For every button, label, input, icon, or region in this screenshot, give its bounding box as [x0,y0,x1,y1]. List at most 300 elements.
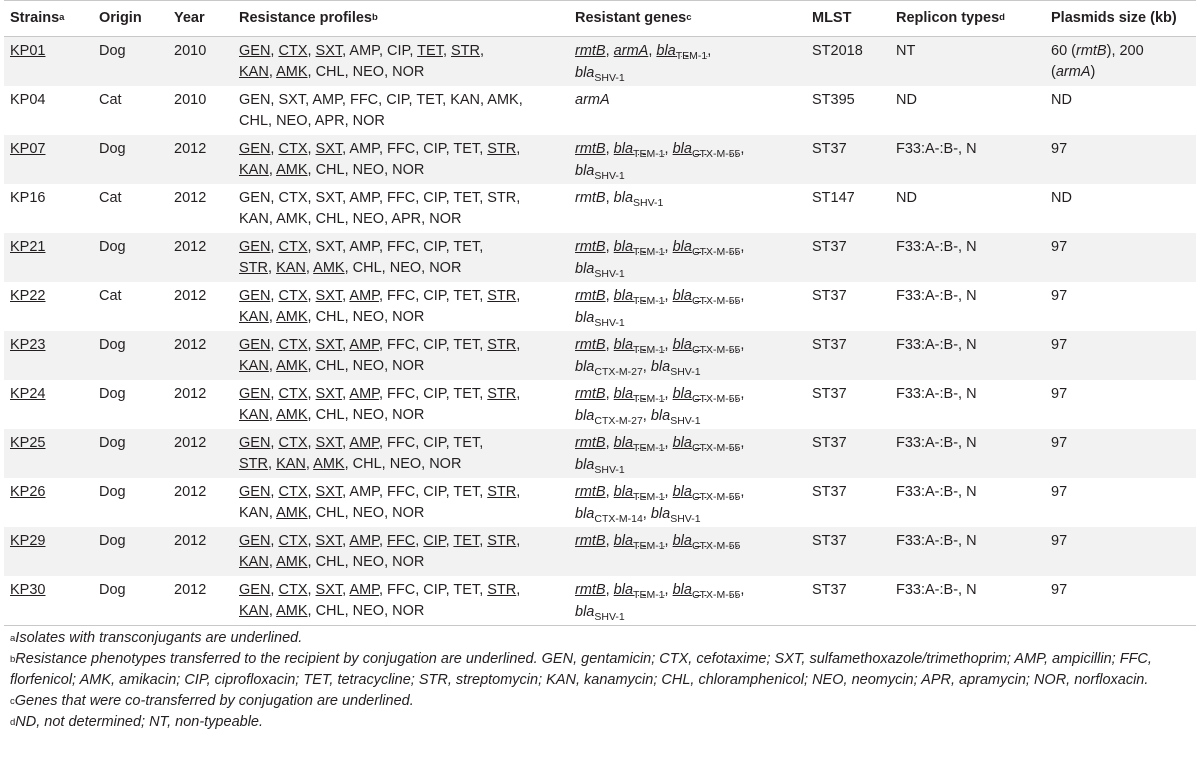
antibiotic: NEO [352,553,385,570]
gene-name: bla [672,532,692,549]
cell-year: 2012 [174,532,207,549]
antibiotic: CIP [423,140,446,157]
antibiotic: AMK [276,64,308,80]
cell-origin: Cat [99,189,122,206]
antibiotic: CIP [423,287,446,304]
gene-name: bla [613,287,634,304]
antibiotic: TET [453,140,480,157]
gene-variant: CTX-M-27 [594,365,643,378]
gene [672,140,741,160]
cell-resistance: GEN, CTX, SXT, AMP, FFC, CIP, TET, STR, KAN, AMK, CHL, NEO, APR, NOR [239,189,521,227]
antibiotic: STR [487,483,517,500]
antibiotic: SXT [315,532,343,549]
antibiotic: GEN [239,434,271,451]
strain-table [4,0,1196,625]
gene-name: bla [672,336,692,353]
gene-name: bla [672,385,692,402]
antibiotic: FFC [349,91,379,108]
antibiotic: STR [487,581,517,598]
antibiotic: SXT [315,140,343,157]
antibiotic: TET [453,385,480,402]
antibiotic: STR [487,336,517,353]
gene [575,533,606,549]
gene-variant: CTX-M-55 [691,343,741,356]
antibiotic: NOR [392,64,425,80]
table-row [4,331,1196,380]
gene [672,287,741,307]
antibiotic: STR [487,385,517,402]
antibiotic: GEN [239,336,271,353]
gene-variant: TEM-1 [633,490,665,503]
gene [575,141,606,157]
table-row [4,282,1196,331]
cell-origin: Dog [99,43,126,59]
cell-plasmid: 60 (rmtB), 200 (armA) [1051,43,1144,80]
header-row [4,1,1196,37]
antibiotic: KAN [239,357,269,374]
antibiotic: NEO [352,504,385,521]
cell-rep: F33:A-:B-, N [896,238,977,255]
antibiotic: AMK [487,91,519,108]
antibiotic: STR [487,287,517,304]
gene [672,483,741,503]
gene [650,407,701,427]
antibiotic: CIP [423,385,446,402]
footnote-mark: b [10,653,16,665]
antibiotic: NOR [429,455,462,472]
gene-name: rmtB [575,532,606,549]
footnote-text: Isolates with transconjugants are underlined. [15,629,303,646]
cell-mlst: ST147 [812,189,855,206]
gene-name: rmtB [575,287,606,304]
gene-name: bla [575,456,595,473]
antibiotic: APR [391,210,422,227]
cell-rep: ND [896,91,917,108]
antibiotic: AMP [349,43,379,59]
gene [575,582,606,598]
gene [613,140,665,160]
cell-mlst: ST37 [812,532,847,549]
strain-id: KP21 [10,238,46,255]
gene-name: bla [575,407,595,424]
antibiotic: AMP [349,581,379,598]
antibiotic: GEN [239,238,271,255]
gene-name: bla [575,309,595,326]
cell-resistance: GEN, CTX, SXT, AMP, FFC, CIP, TET, STR, KAN, AMK, CHL, NEO, NOR [239,483,521,521]
antibiotic: CTX [278,238,308,255]
gene-name: bla [575,65,595,81]
antibiotic: CTX [278,336,308,353]
cell-mlst: ST37 [812,287,847,304]
antibiotic: CHL [315,406,345,423]
cell-resistance: GEN, SXT, AMP, FFC, CIP, TET, KAN, AMK, CHL, NEO, APR, NOR [239,91,523,129]
gene [613,532,665,552]
antibiotic: SXT [315,189,343,206]
gene-name: bla [613,336,634,353]
strain-id: KP16 [10,189,46,206]
header-strains: Strains$^a$ [4,1,93,37]
cell-plasmid: 97 [1051,483,1068,500]
gene [672,581,741,601]
table-row [4,184,1196,233]
antibiotic: FFC [387,581,416,598]
gene-name: bla [575,162,595,179]
gene-name: bla [613,189,634,206]
antibiotic: AMP [349,287,379,304]
antibiotic: CHL [315,64,345,80]
cell-resistance: GEN, CTX, SXT, AMP, FFC, CIP, TET, STR, KAN, AMK, CHL, NEO, NOR [239,581,521,619]
gene-variant: CTX-M-55 [691,392,741,405]
gene-name: bla [613,532,634,549]
footnote-text: Resistance phenotypes transferred to the recipient by conjugation are underlined. GEN, gentamicin; CTX, cefotaxime; SXT, sulfamethoxazole/trimethoprim; AMP, ampicillin; FFC, florfenicol; AMK, amikacin; CIP, ciprofloxacin; TET, tetracycline; STR, streptomycin; KAN, kanamycin; CHL, chloramphenicol; NEO, neomycin; APR, apramycin; NOR, norfloxacin. [10,650,1152,688]
gene-variant: CTX-M-55 [691,147,741,160]
antibiotic: KAN [239,210,269,227]
antibiotic: SXT [315,336,343,353]
cell-rep: F33:A-:B-, N [896,287,977,304]
header-mlst: MLST [806,1,890,37]
antibiotic: NEO [352,602,385,619]
cell-genes: rmtB, bla$_{TEM-1}$, bla$_{CTX-M-55}$, bla$_{CTX-M-14}$, bla$_{SHV-1}$ [575,483,745,525]
cell-strain [4,429,93,478]
gene-name: bla [650,407,671,424]
antibiotic: SXT [315,581,343,598]
gene [672,336,741,356]
gene [613,581,665,601]
antibiotic: NOR [392,161,425,178]
antibiotic: APR [314,112,345,129]
antibiotic: CHL [352,455,382,472]
gene [613,434,665,454]
antibiotic: NEO [352,64,385,80]
gene-variant: CTX-M-55 [691,539,741,552]
cell-resistance: GEN, CTX, SXT, AMP, FFC, CIP, TET, STR, KAN, AMK, CHL, NEO, NOR [239,287,521,325]
gene-name: bla [650,505,671,522]
gene-name: rmtB [575,238,606,255]
gene [672,532,741,552]
antibiotic: STR [487,140,517,157]
antibiotic: AMK [276,406,308,423]
cell-genes: rmtB, bla$_{TEM-1}$, bla$_{CTX-M-55}$, bla$_{SHV-1}$ [575,287,745,329]
cell-year: 2012 [174,189,207,206]
header-year: Year [168,1,233,37]
antibiotic: CHL [239,112,269,129]
gene [656,43,708,62]
antibiotic: TET [417,43,443,59]
antibiotic: AMK [276,553,308,570]
gene-name: armA [575,91,610,108]
gene-name: bla [575,505,595,522]
antibiotic: AMK [276,602,308,619]
table-row [4,576,1196,625]
gene-name: bla [672,287,692,304]
antibiotic: CHL [315,602,345,619]
antibiotic: NOR [392,504,425,521]
gene [575,162,625,182]
gene-variant: TEM-1 [633,588,665,601]
antibiotic: GEN [239,140,271,157]
antibiotic: AMK [276,161,308,178]
antibiotic: AMP [349,336,379,353]
gene-variant: SHV-1 [594,72,625,84]
cell-origin: Dog [99,385,126,402]
antibiotic: AMP [349,238,379,255]
antibiotic: STR [487,189,517,206]
cell-genes: rmtB, bla$_{TEM-1}$, bla$_{CTX-M-55}$, bla$_{SHV-1}$ [575,140,745,182]
antibiotic: AMP [349,189,379,206]
cell-plasmid: 97 [1051,287,1068,304]
antibiotic: AMK [276,357,308,374]
gene [613,385,665,405]
antibiotic: STR [239,259,268,276]
antibiotic: TET [453,532,480,549]
gene-variant: CTX-M-55 [691,441,741,454]
gene-variant: SHV-1 [594,610,625,623]
cell-strain [4,527,93,576]
table-row [4,135,1196,184]
header-resistance: Resistance profiles$^b$ [233,1,569,37]
antibiotic: CTX [278,532,308,549]
gene-name: bla [650,358,671,375]
antibiotic: NOR [429,259,462,276]
gene-name: bla [575,603,595,620]
antibiotic: FFC [387,483,416,500]
strain-id: KP04 [10,91,46,108]
antibiotic: TET [453,483,480,500]
cell-resistance: GEN, CTX, SXT, AMP, FFC, CIP, TET, STR, KAN, AMK, CHL, NEO, NOR [239,434,484,472]
strain-id: KP23 [10,336,46,353]
cell-year: 2012 [174,287,207,304]
cell-strain [4,86,93,135]
antibiotic: AMK [313,259,345,276]
cell-rep: F33:A-:B-, N [896,581,977,598]
antibiotic: CHL [315,308,345,325]
footnotes [4,625,1196,733]
gene-variant: CTX-M-55 [691,294,741,307]
gene [575,43,606,59]
antibiotic: NEO [352,308,385,325]
antibiotic: NOR [392,357,425,374]
gene [614,43,649,59]
table-row [4,527,1196,576]
table-container [4,0,1196,733]
cell-genes: rmtB, bla$_{TEM-1}$, bla$_{CTX-M-55}$, bla$_{SHV-1}$ [575,581,745,623]
antibiotic: NOR [392,406,425,423]
gene-variant: SHV-1 [670,414,701,427]
antibiotic: CIP [423,581,446,598]
antibiotic: KAN [239,161,269,178]
antibiotic: NEO [352,406,385,423]
cell-mlst: ST37 [812,238,847,255]
gene-name: bla [672,581,692,598]
gene-name: bla [613,238,634,255]
gene-variant: SHV-1 [670,512,701,525]
antibiotic: CHL [315,210,345,227]
antibiotic: CTX [278,140,308,157]
gene-name: rmtB [575,336,606,353]
cell-year: 2012 [174,434,207,451]
header-genes: Resistant genes$^c$ [569,1,806,37]
gene-name: bla [613,581,634,598]
cell-resistance: GEN, CTX, SXT, AMP, FFC, CIP, TET, STR, KAN, AMK, CHL, NEO, NOR [239,140,521,178]
cell-resistance: GEN, CTX, SXT, AMP, FFC, CIP, TET, STR, KAN, AMK, CHL, NEO, NOR [239,238,484,276]
gene-variant: TEM-1 [633,441,665,454]
antibiotic: NEO [352,210,385,227]
antibiotic: SXT [315,385,343,402]
cell-plasmid: ND [1051,189,1072,206]
antibiotic: AMK [276,504,308,521]
antibiotic: GEN [239,385,271,402]
cell-year: 2012 [174,483,207,500]
cell-genes: rmtB, bla$_{TEM-1}$, bla$_{CTX-M-55}$, bla$_{CTX-M-27}$, bla$_{SHV-1}$ [575,336,745,378]
antibiotic: STR [487,532,517,549]
gene-name: rmtB [575,434,606,451]
antibiotic: CHL [315,504,345,521]
antibiotic: CTX [278,581,308,598]
antibiotic: NOR [429,210,462,227]
gene-variant: SHV-1 [594,169,625,182]
gene-name: bla [613,385,634,402]
cell-year: 2012 [174,140,207,157]
antibiotic: NEO [352,161,385,178]
gene-name: rmtB [575,43,606,59]
gene [575,456,625,476]
antibiotic: GEN [239,189,271,206]
gene [672,385,741,405]
gene-name: bla [575,358,595,375]
cell-rep: F33:A-:B-, N [896,336,977,353]
cell-plasmid: ND [1051,91,1072,108]
cell-genes [569,86,806,135]
antibiotic: SXT [315,287,343,304]
antibiotic: CIP [423,483,446,500]
gene-variant: CTX-M-55 [691,588,741,601]
antibiotic: CTX [278,189,308,206]
gene [613,336,665,356]
strain-id: KP30 [10,581,46,598]
gene-name: rmtB [575,189,606,206]
cell-resistance: GEN, CTX, SXT, AMP, FFC, CIP, TET, STR, KAN, AMK, CHL, NEO, NOR [239,385,521,423]
cell-rep: F33:A-:B-, N [896,483,977,500]
gene-name: rmtB [575,483,606,500]
gene [575,603,625,623]
strain-id: KP25 [10,434,46,451]
antibiotic: KAN [276,455,306,472]
gene-variant: CTX-M-27 [594,414,643,427]
table-row [4,380,1196,429]
gene [575,358,643,378]
cell-mlst: ST37 [812,581,847,598]
cell-genes: rmtB, bla$_{SHV-1}$ [575,189,664,209]
antibiotic: NEO [352,357,385,374]
cell-year: 2012 [174,385,207,402]
antibiotic: CTX [278,434,308,451]
cell-year: 2010 [174,91,207,108]
cell-strain [4,135,93,184]
header-replicon: Replicon types$^d$ [890,1,1045,37]
cell-origin: Cat [99,91,122,108]
gene-variant: SHV-1 [594,463,625,476]
cell-strain [4,184,93,233]
antibiotic: FFC [387,238,416,255]
cell-strain [4,282,93,331]
gene-name: bla [613,483,634,500]
gene-variant: TEM-1 [633,245,665,258]
strain-id: KP29 [10,532,46,549]
cell-strain [4,576,93,625]
cell-mlst: ST37 [812,483,847,500]
gene [575,239,606,255]
footnote-text: Genes that were co-transferred by conjugation are underlined. [14,692,414,709]
gene-variant: TEM-1 [633,539,665,552]
antibiotic: TET [453,189,480,206]
antibiotic: AMP [349,532,379,549]
antibiotic: TET [416,91,443,108]
antibiotic: GEN [239,581,271,598]
antibiotic: NEO [389,455,422,472]
table-row [4,233,1196,282]
antibiotic: CIP [423,238,446,255]
cell-strain [4,233,93,282]
cell-rep: ND [896,189,917,206]
cell-origin: Dog [99,434,126,451]
antibiotic: KAN [239,504,269,521]
antibiotic: FFC [387,336,416,353]
gene [613,238,665,258]
antibiotic: CHL [352,259,382,276]
antibiotic: AMK [276,308,308,325]
gene-variant: TEM-1 [633,392,665,405]
antibiotic: FFC [387,189,416,206]
gene-variant: SHV-1 [670,365,701,378]
gene-variant: SHV-1 [594,316,625,329]
antibiotic: CTX [278,385,308,402]
table-row [4,86,1196,135]
gene [575,260,625,280]
antibiotic: NOR [392,553,425,570]
cell-genes: rmtB, bla$_{TEM-1}$, bla$_{CTX-M-55}$, bla$_{SHV-1}$ [575,434,745,476]
gene-name: rmtB [575,385,606,402]
strain-id: KP22 [10,287,46,304]
cell-origin: Dog [99,581,126,598]
antibiotic: CHL [315,553,345,570]
cell-mlst: ST37 [812,336,847,353]
gene-name: bla [672,483,692,500]
antibiotic: GEN [239,43,271,59]
cell-resistance: GEN, CTX, SXT, AMP, CIP, TET, STR, KAN, AMK, CHL, NEO, NOR [239,43,485,80]
cell-year: 2012 [174,581,207,598]
cell-strain [4,478,93,527]
cell-rep: F33:A-:B-, N [896,385,977,402]
gene [650,505,701,525]
antibiotic: AMK [313,455,345,472]
antibiotic: AMP [312,91,342,108]
cell-resistance: GEN, CTX, SXT, AMP, FFC, CIP, TET, STR, KAN, AMK, CHL, NEO, NOR [239,532,521,570]
table-body [4,37,1196,625]
antibiotic: SXT [315,43,343,59]
cell-origin: Dog [99,336,126,353]
antibiotic: CIP [387,43,410,59]
antibiotic: FFC [387,434,416,451]
gene-variant: TEM-1 [633,294,665,307]
antibiotic: CTX [278,287,308,304]
antibiotic: NOR [392,602,425,619]
antibiotic: CHL [315,357,345,374]
footnote-mark: c [10,695,15,707]
gene [613,287,665,307]
gene [672,434,741,454]
gene [650,358,701,378]
antibiotic: NOR [352,112,385,129]
